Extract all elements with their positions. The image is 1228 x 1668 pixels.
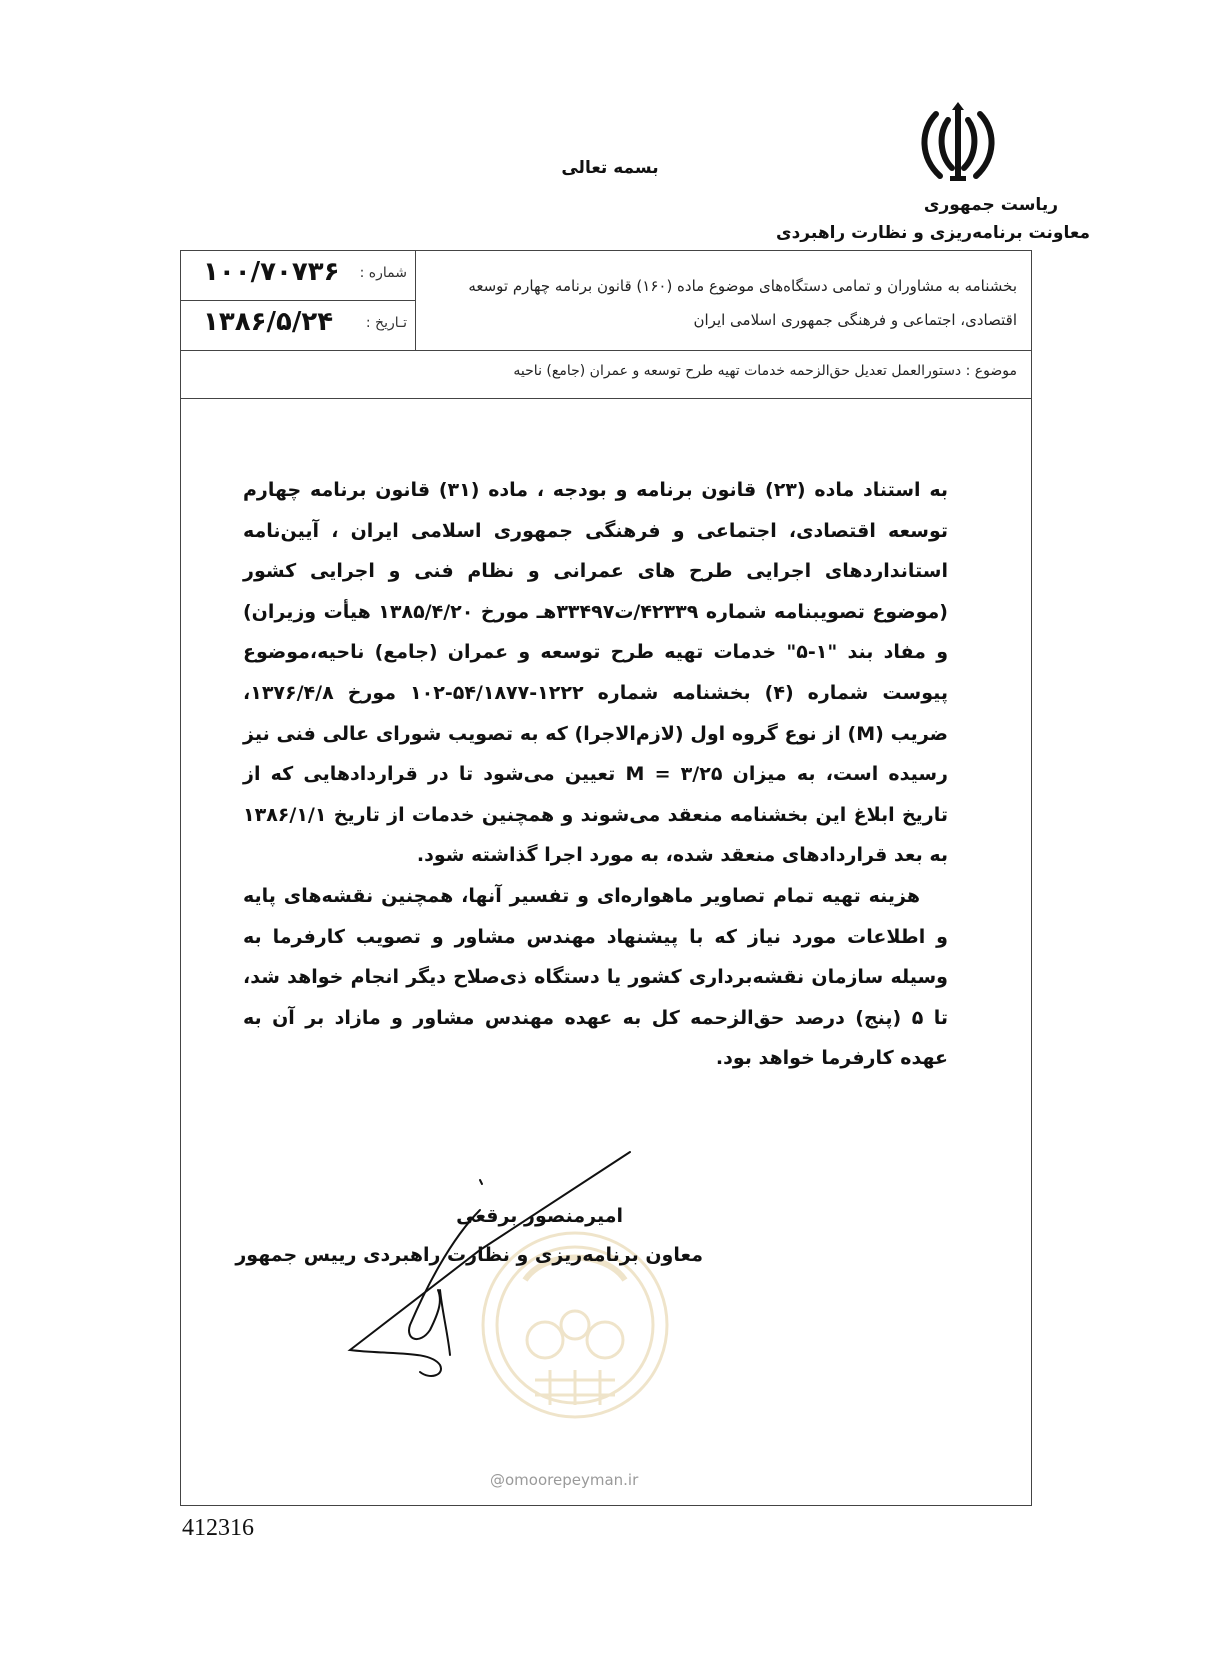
doc-number: 412316 (182, 1515, 254, 1541)
subject: موضوع : دستورالعمل تعدیل حق‌الزحمه خدمات تهیه طرح توسعه و عمران (جامع) ناحیه (513, 363, 1017, 379)
addressee: بخشنامه به مشاوران و تمامی دستگاه‌های موضوع ماده (۱۶۰) قانون برنامه چهارم توسعه اقتصادی، اجتماعی و فرهنگی جمهوری اسلامی ایران (468, 277, 1017, 329)
bismillah: بسمه تعالی (561, 158, 659, 178)
body-paragraph-2: هزینه تهیه تمام تصاویر ماهواره‌ای و تفسیر آنها، همچنین نقشه‌های پایه و اطلاعات مورد نیاز که با پیشنهاد مهندس مشاور و تصویب کارفرما به وسیله سازمان نقشه‌برداری کشور یا دستگاه ذی‌صلاح دیگر انجام خواهد شد، تا ۵ (پنج) درصد حق‌الزحمه کل به عهده مهندس مشاور و مازاد بر آن به عهده کارفرما خواهد بود. (243, 884, 948, 1070)
number-row (181, 251, 415, 301)
number-label: شماره : (359, 265, 407, 281)
letter-body (243, 470, 948, 1079)
date-row (181, 301, 415, 351)
org-line-presidency: ریاست جمهوری (923, 195, 1058, 215)
org-line-deputy: معاونت برنامه‌ریزی و نظارت راهبردی (776, 223, 1090, 243)
body-paragraph-1: به استناد ماده (۲۳) قانون برنامه و بودجه ، ماده (۳۱) قانون برنامه چهارم توسعه اقتصادی، اجتماعی و فرهنگی جمهوری اسلامی ایران ، آیین‌نامه استانداردهای اجرایی طرح های عمرانی و نظام فنی و اجرایی کشور (موضوع تصویبنامه شماره ۴۲۳۳۹/ت۳۳۴۹۷هـ مورخ ۱۳۸۵/۴/۲۰ هیأت وزیران) و مفاد بند "۱-۵" خدمات تهیه طرح توسعه و عمران (جامع) ناحیه،موضوع پیوست شماره (۴) بخشنامه شماره ۱۲۲۲-۵۴/۱۸۷۷-۱۰۲ مورخ ۱۳۷۶/۴/۸، ضریب (M) از نوع گروه اول (لازم‌الاجرا) که به تصویب شورای عالی فنی نیز رسیده است، به میزان M = ۳/۲۵ تعیین می‌شود تا در قراردادهایی که از تاریخ ابلاغ این بخشنامه منعقد می‌شوند و همچنین خدمات از تاریخ ۱۳۸۶/۱/۱ به بعد قراردادهای منعقد شده، به مورد اجرا گذاشته شود. (243, 479, 949, 867)
meta-box (181, 251, 416, 351)
date-value: ۱۳۸۶/۵/۲۴ (203, 307, 334, 337)
signer-title: معاون برنامه‌ریزی و نظارت راهبردی رییس جمهور (235, 1244, 703, 1266)
date-label: تـاریخ : (365, 315, 407, 331)
header-row (181, 251, 1031, 351)
watermark: @omoorepeyman.ir (490, 1471, 639, 1489)
signature-icon (330, 1150, 660, 1390)
signer-name: امیرمنصور برقعی (456, 1205, 623, 1227)
subject-row (181, 351, 1031, 399)
number-value: ۱۰۰/۷۰۷۳۶ (203, 257, 340, 287)
iran-emblem-icon (916, 100, 1000, 186)
